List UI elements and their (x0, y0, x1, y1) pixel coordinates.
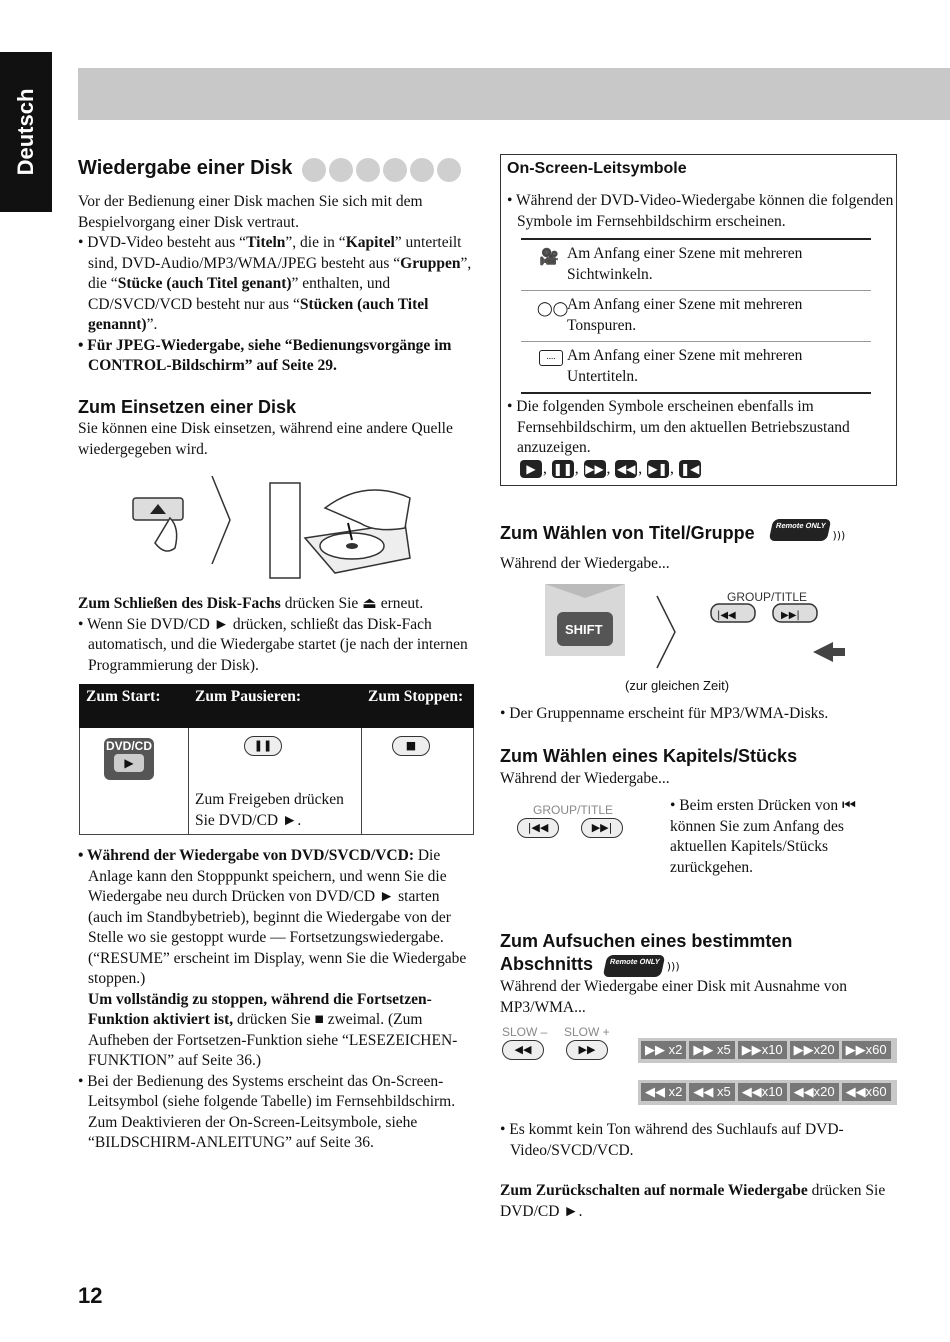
slow-plus-label: SLOW + (564, 1025, 610, 1039)
speed-chip: ▶▶x10 (738, 1041, 787, 1059)
symbol-row-angle: 🎥 Am Anfang einer Szene mit mehreren Sichtwinkeln. (521, 240, 871, 291)
header-pause: Zum Pausieren: (189, 685, 362, 728)
full-stop-text: Um vollständig zu stoppen, während die Fortsetzen-Funktion aktiviert ist, drücken Sie ■ zweimal. (Zum Aufheben der Fortsetzen-Funktion siehe “LESEZEICHEN-FUNKTION” auf Seite 36.) (88, 990, 458, 1069)
intro-text: Vor der Bedienung einer Disk machen Sie sich mit dem Bespielvorgang einer Disk vertraut. (78, 193, 423, 231)
search-heading-line2: Abschnitts (500, 954, 594, 974)
insert-disk-illustration (130, 468, 420, 588)
chapter-heading: Zum Wählen eines Kapitels/Stücks (500, 746, 798, 766)
osd-bullet: • Bei der Bedienung des Systems erscheint das On-Screen-Leitsymbol (siehe folgende Tabelle) im Fernsehbildschirm. (78, 1072, 456, 1110)
search-heading-line1: Zum Aufsuchen eines bestimmten (500, 931, 793, 951)
jpeg-bullet: • Für JPEG-Wiedergabe, siehe “Bedienungsvorgänge im CONTROL-Bildschirm” auf Seite 29. (78, 336, 452, 374)
previous-icon[interactable]: |◀◀ (717, 610, 736, 621)
next-icon[interactable]: ▶▶| (781, 610, 800, 621)
table-header-row (80, 685, 474, 728)
intro-block (78, 192, 473, 377)
insert-text: Sie können eine Disk einsetzen, während eine andere Quelle wiedergegeben wird. (78, 420, 453, 458)
page-title: Wiedergabe einer Disk (78, 157, 293, 179)
chapter-illustration (515, 800, 655, 880)
language-label: Deutsch (12, 88, 38, 176)
signal-icon-2: ))) (666, 960, 680, 973)
table-row (80, 728, 474, 835)
close-tray-bullet: • Wenn Sie DVD/CD ► drücken, schließt das Disk-Fach automatisch, und die Wiedergabe startet (je nach der internen Programmierung der Disk). (78, 615, 468, 674)
pause-status-icon: ❚❚ (552, 462, 573, 477)
header-stop: Zum Stoppen: (362, 685, 474, 728)
during-playback-1: Während der Wiedergabe... (500, 555, 670, 572)
stop-button[interactable] (392, 736, 430, 756)
symbol-table (521, 238, 871, 394)
disk-structure-bullet: • DVD-Video besteht aus “Titeln”, die in “Kapitel” unterteilt sind, DVD-Audio/MP3/WMA/JPEG besteht aus “Gruppen”, die “Stücke (auch Titel genant)” enthalten, und CD/SVCD/VCD besteht nur aus “Stücken (auch Titel genannt)”. (78, 234, 472, 333)
same-time-label: (zur gleichen Zeit) (625, 678, 730, 693)
page-number: 12 (78, 1283, 103, 1308)
during-playback-2: Während der Wiedergabe... (500, 770, 670, 787)
start-cell (80, 728, 189, 835)
speed-chip: ▶▶x60 (842, 1041, 891, 1059)
osd-symbols-box (500, 154, 897, 486)
search-illustration (500, 1020, 900, 1110)
pause-button[interactable] (244, 736, 282, 756)
group-title-label: GROUP/TITLE (727, 590, 808, 604)
play-icon: ▶ (114, 754, 144, 772)
dvdcd-button[interactable]: DVD/CD ▶ (104, 738, 154, 780)
title-group-heading: Zum Wählen von Titel/Gruppe (500, 523, 755, 543)
stop-cell (362, 728, 474, 835)
speed-chip: ◀◀x10 (738, 1083, 787, 1101)
search-heading-row2 (500, 953, 680, 978)
shift-button[interactable]: SHIFT (565, 622, 603, 637)
group-title-label-2: GROUP/TITLE (533, 803, 614, 817)
previous-button[interactable]: |◀◀ (517, 818, 559, 838)
camera-icon: 🎥 (539, 249, 559, 266)
resume-bullet: • Während der Wiedergabe von DVD/SVCD/VCD: Die Anlage kann den Stopppunkt speichern, und wenn Sie die Wiedergabe neu durch Drücken von DVD/CD ► starten (auch im Standbybetrieb), beginnt die Wiedergabe von der Stelle wo sie gestoppt wurde — Fortsetzungswiedergabe. (“RESUME” erscheint im Display, wenn Sie die Wiedergabe stoppen.) (78, 847, 467, 987)
section-title-row (78, 156, 478, 182)
pause-icon: ❚❚ (253, 739, 273, 752)
speed-chip: ▶▶x20 (790, 1041, 839, 1059)
next-button[interactable]: ▶▶| (581, 818, 623, 838)
language-tab (0, 52, 52, 212)
forward-speed-strip (638, 1038, 897, 1063)
remote-only-badge-2: Remote ONLY (603, 955, 666, 977)
forward-button[interactable]: ▶▶ (566, 1040, 608, 1060)
symbol-row-audio: ◯◯ Am Anfang einer Szene mit mehreren Tonspuren. (521, 291, 871, 342)
close-tray-text: Zum Schließen des Disk-Fachs drücken Sie ⏏ erneut. (78, 595, 424, 612)
signal-icon: ))) (832, 529, 846, 542)
close-tray-block (78, 594, 473, 676)
box-bullet-2: • Die folgenden Symbole erscheinen ebenfalls im Fernsehbildschirm, um den aktuellen Betriebszustand anzuzeigen. (507, 398, 850, 456)
header-start: Zum Start: (80, 685, 189, 728)
resume-block (78, 846, 473, 1154)
slow-reverse-status-icon: ❚◀ (680, 462, 700, 477)
pause-cell (189, 728, 362, 835)
pause-note: Zum Freigeben drücken Sie DVD/CD ►. (195, 791, 344, 829)
search-intro: Während der Wiedergabe einer Disk mit Ausnahme von MP3/WMA... (500, 978, 848, 1016)
title-dots (302, 161, 464, 178)
insert-heading: Zum Einsetzen einer Disk (78, 397, 297, 417)
chapter-note: • Beim ersten Drücken von ⏮ können Sie zum Anfang des aktuellen Kapitels/Stücks zurückgehen. (670, 797, 856, 876)
controls-table (79, 684, 474, 835)
stop-icon: ■ (405, 739, 417, 752)
speed-chip: ▶▶ x2 (641, 1041, 686, 1059)
reverse-speed-strip (638, 1080, 897, 1105)
remote-only-badge: Remote ONLY (768, 519, 831, 541)
box-bullet-1: • Während der DVD-Video-Wiedergabe können die folgenden Symbole im Fernsehbildschirm erscheinen. (507, 192, 894, 230)
shift-illustration (545, 584, 865, 694)
play-status-icon: ▶ (520, 460, 542, 478)
rewind-status-icon: ◀◀ (617, 462, 636, 477)
speed-chip: ◀◀x20 (790, 1083, 839, 1101)
subtitle-icon: .... (539, 350, 563, 366)
box-title: On-Screen-Leitsymbole (507, 160, 687, 177)
symbol-row-subtitle: .... Am Anfang einer Szene mit mehreren Untertiteln. (521, 342, 871, 392)
status-icons: ▶ , ❚❚ , ▶▶ , ◀◀ , ▶❚ , ❚◀ (519, 459, 702, 480)
group-note: • Der Gruppenname erscheint für MP3/WMA-Disks. (500, 705, 829, 722)
osd-off-text: Zum Deaktivieren der On-Screen-Leitsymbole, siehe “BILDSCHIRM-ANLEITUNG” auf Seite 36. (88, 1113, 418, 1151)
slow-minus-label: SLOW – (502, 1025, 548, 1039)
rewind-button[interactable]: ◀◀ (502, 1040, 544, 1060)
slow-forward-status-icon: ▶❚ (648, 462, 668, 477)
no-sound-note: • Es kommt kein Ton während des Suchlaufs auf DVD-Video/SVCD/VCD. (500, 1121, 844, 1159)
speed-chip: ◀◀ x2 (641, 1083, 686, 1101)
header-bar (78, 68, 950, 120)
audio-icon: ◯◯ (537, 301, 569, 317)
speed-chip: ◀◀x60 (842, 1083, 891, 1101)
title-group-heading-row (500, 522, 845, 547)
speed-chip: ▶▶ x5 (689, 1041, 734, 1059)
speed-chip: ◀◀ x5 (689, 1083, 734, 1101)
return-normal-text: Zum Zurückschalten auf normale Wiedergabe drücken Sie DVD/CD ►. (500, 1182, 886, 1220)
forward-status-icon: ▶▶ (585, 462, 604, 477)
